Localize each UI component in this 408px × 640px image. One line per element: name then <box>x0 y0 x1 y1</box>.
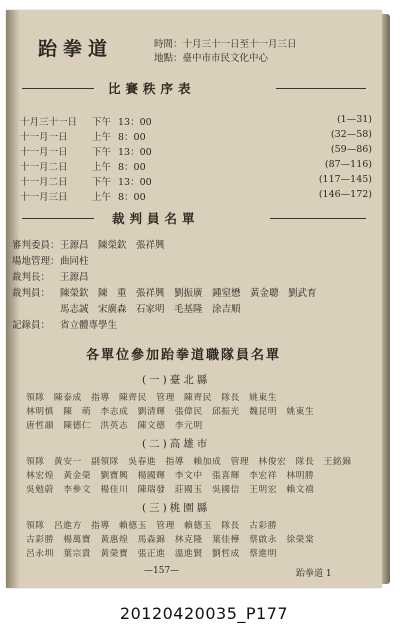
judges-names: 陳榮欽 陳 重 張祥興 劉振廣 鍾窒懋 黃金聰 劉武育 <box>60 288 317 299</box>
member-row: 領隊 呂進方 指導 賴德玉 管理 賴德玉 隊長 古彩勝 <box>26 521 278 531</box>
schedule-date: 十月三十一日 <box>20 117 78 128</box>
page-title: 跆拳道 <box>38 38 114 60</box>
schedule-range: (87—116) <box>324 159 372 170</box>
member-row: 吳勉蔚 李參文 楊佳川 陳瑞發 莊國玉 吳國信 王明宏 賴文禧 <box>26 485 315 495</box>
schedule-time: 13：00 <box>118 147 152 158</box>
region-heading: (一)臺北縣 <box>142 374 211 386</box>
schedule-row <box>20 174 372 187</box>
page-gutter-shadow <box>6 10 20 588</box>
heading-rule-left <box>22 218 94 219</box>
schedule-period: 上午 <box>92 162 112 173</box>
image-caption: 20120420035_P177 <box>119 604 289 623</box>
judges-row <box>12 301 241 315</box>
schedule-time: 8：00 <box>118 192 146 203</box>
heading-rule-right <box>270 218 366 219</box>
schedule-period: 下午 <box>92 177 112 188</box>
schedule-period: 下午 <box>92 147 112 158</box>
judges-row <box>12 237 165 251</box>
schedule-row <box>20 144 372 157</box>
schedule-time: 13：00 <box>118 177 152 188</box>
judges-names: 省立體專學生 <box>60 320 118 331</box>
judges-heading: 裁判員名單 <box>112 211 200 226</box>
member-row: 古彩勝 楊萬寶 黃惠煌 馬森錦 林克隆 葉佳樺 蔡啟永 徐榮棠 <box>26 535 315 545</box>
schedule-range: (146—172) <box>318 189 372 200</box>
heading-rule-right <box>276 88 366 89</box>
heading-rule-left <box>22 88 94 89</box>
schedule-range: (59—86) <box>330 144 372 155</box>
judges-role: 審判委員： <box>12 240 60 251</box>
member-row: 林宏煌 黃金榮 劉寶興 楊國輝 李文中 張喜輝 李宏祥 林明勝 <box>26 471 315 481</box>
schedule-range: (32—58) <box>330 129 372 140</box>
member-row: 呂永圳 葉宗貴 黃榮寶 張正進 溫進賢 劉哲成 蔡進明 <box>26 549 278 559</box>
schedule-date: 十一月一日 <box>20 132 68 143</box>
judges-role: 記錄員： <box>12 320 51 331</box>
region-heading: (三)桃園縣 <box>142 502 211 514</box>
region-heading: (二)高雄市 <box>142 438 211 450</box>
judges-role: 裁判長： <box>12 272 51 283</box>
event-place: 地點：臺中市市民文化中心 <box>154 53 269 64</box>
schedule-period: 上午 <box>92 132 112 143</box>
schedule-row <box>20 159 372 172</box>
judges-row <box>12 317 117 331</box>
member-row: 林明慎 陳 萌 李志成 劉清輝 張偉民 邱振光 魏昆明 姚東生 <box>26 407 315 417</box>
judges-names: 馬志誠 宋廣森 石家明 毛基隆 涂吉順 <box>60 304 241 315</box>
schedule-range: (117—145) <box>318 174 372 185</box>
schedule-date: 十一月二日 <box>20 162 68 173</box>
schedule-date: 十一月二日 <box>20 177 68 188</box>
page-number: —157— <box>144 566 180 576</box>
schedule-date: 十一月一日 <box>20 147 68 158</box>
judges-role: 場地管理： <box>12 256 60 267</box>
judges-row <box>12 253 89 267</box>
schedule-period: 上午 <box>92 192 112 203</box>
page-edge <box>382 14 390 584</box>
member-row: 唐哲韻 陳德仁 洪英志 陳文德 李元明 <box>26 421 203 431</box>
event-time: 時間：十月三十一日至十一月三日 <box>154 39 297 50</box>
schedule-time: 13：00 <box>118 117 152 128</box>
judges-row <box>12 285 317 299</box>
schedule-heading: 比賽秩序表 <box>108 81 196 96</box>
member-row: 領隊 陳泰成 指導 陳齊民 管理 陳齊民 隊長 姚東生 <box>26 393 278 403</box>
schedule-time: 8：00 <box>118 132 146 143</box>
schedule-time: 8：00 <box>118 162 146 173</box>
schedule-range: (1—31) <box>336 114 372 125</box>
judges-names: 曲同柱 <box>60 256 89 267</box>
schedule-row <box>20 114 372 127</box>
teams-heading: 各單位參加跆拳道職隊員名單 <box>86 348 282 363</box>
judges-role: 裁判員： <box>12 288 51 299</box>
schedule-date: 十一月三日 <box>20 192 68 203</box>
running-title: 跆拳道 1 <box>296 569 332 579</box>
judges-names: 王源昌 陳榮欽 張祥興 <box>60 240 165 251</box>
schedule-row <box>20 129 372 142</box>
schedule-period: 下午 <box>92 117 112 128</box>
judges-row <box>12 269 89 283</box>
member-row: 領隊 黃安一 副領隊 吳春進 指導 賴加成 管理 林俊宏 隊長 王銘錦 <box>26 457 352 467</box>
judges-names: 王源昌 <box>60 272 89 283</box>
schedule-row <box>20 189 372 202</box>
